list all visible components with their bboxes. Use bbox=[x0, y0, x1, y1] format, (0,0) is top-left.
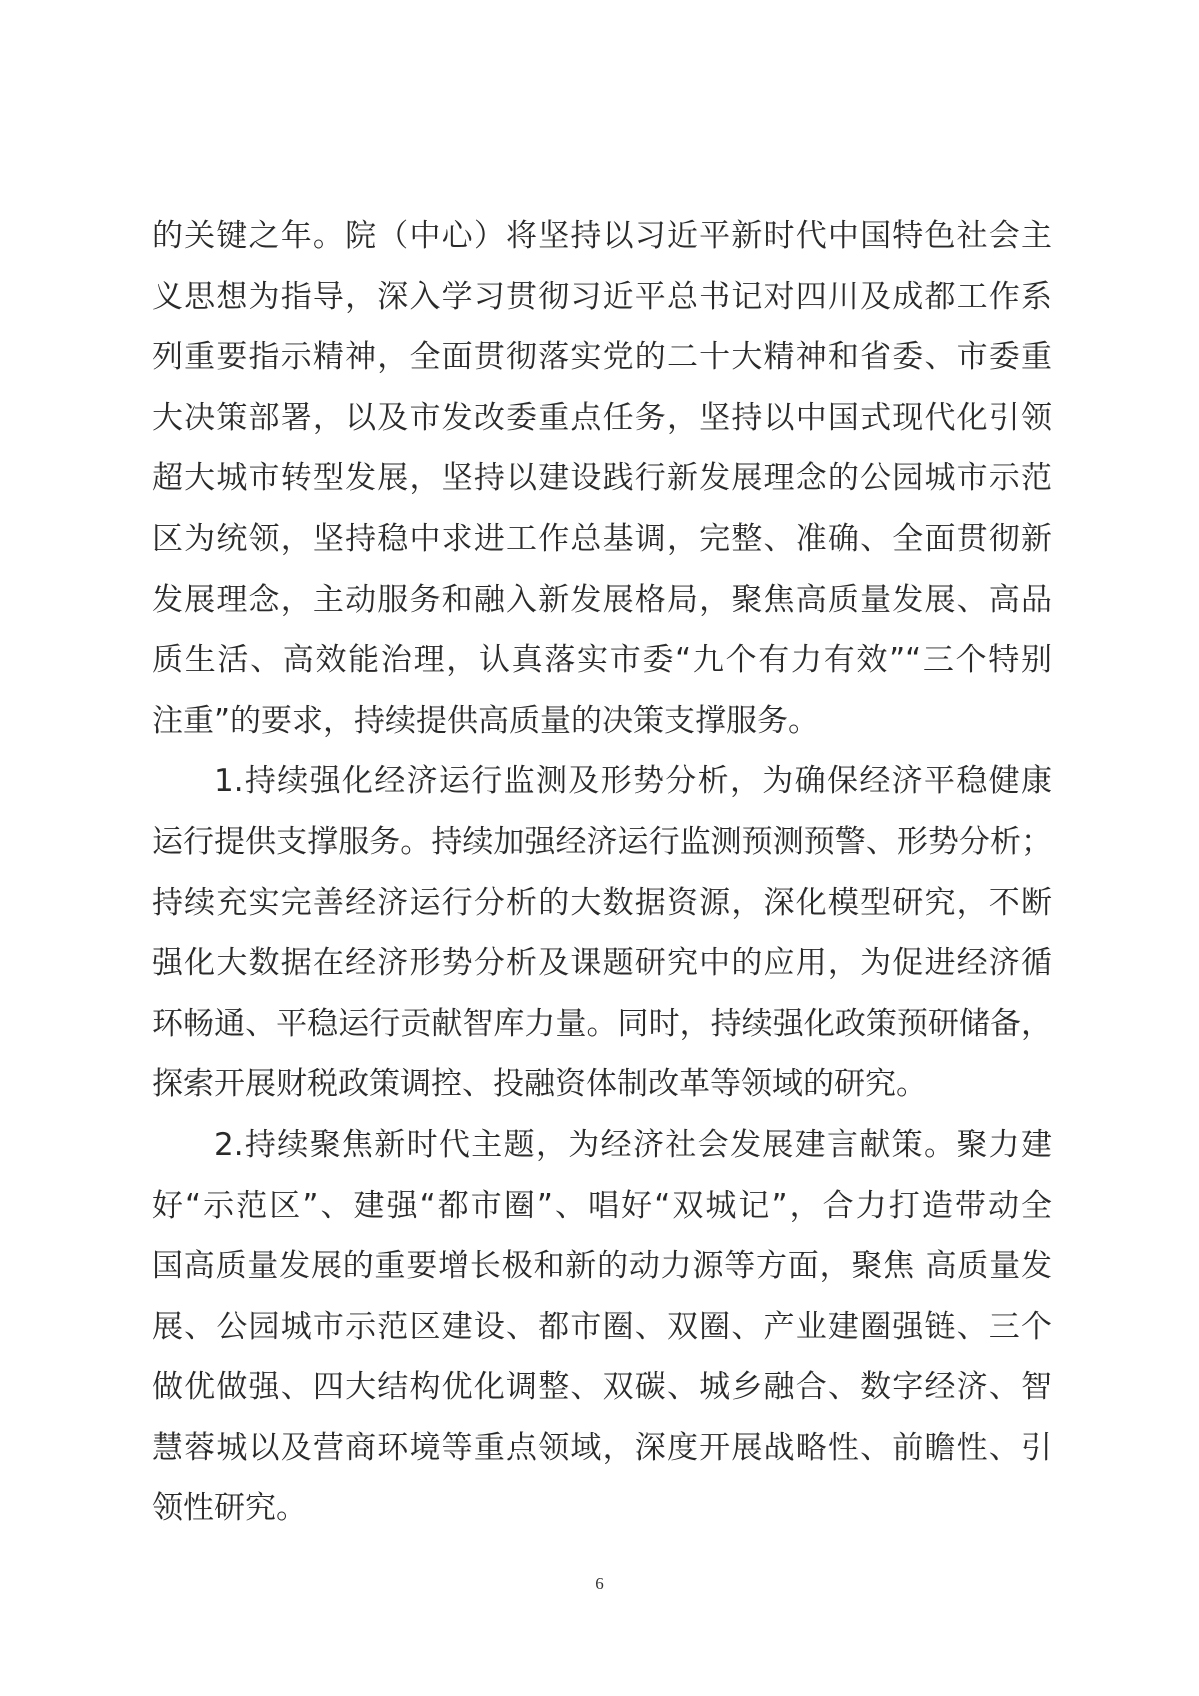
text-line: 区为统领，坚持稳中求进工作总基调，完整、准确、全面贯彻新 bbox=[152, 520, 1052, 557]
text-line: 国高质量发展的重要增长极和新的动力源等方面，聚焦 高质量发 bbox=[152, 1248, 1052, 1285]
text-line: 超大城市转型发展，坚持以建设践行新发展理念的公园城市示范 bbox=[152, 460, 1052, 497]
text-line: 做优做强、四大结构优化调整、双碳、城乡融合、数字经济、智 bbox=[152, 1369, 1052, 1406]
text-line: 质生活、高效能治理，认真落实市委“九个有力有效”“三个特别 bbox=[152, 642, 1052, 679]
page-number: 6 bbox=[595, 1574, 604, 1593]
body-text bbox=[152, 206, 1052, 1539]
text-line: 2.持续聚焦新时代主题，为经济社会发展建言献策。聚力建 bbox=[214, 1126, 1052, 1163]
text-line: 发展理念，主动服务和融入新发展格局，聚焦高质量发展、高品 bbox=[152, 581, 1052, 618]
text-line: 持续充实完善经济运行分析的大数据资源，深化模型研究，不断 bbox=[152, 884, 1052, 921]
text-line: 好“示范区”、建强“都市圈”、唱好“双城记”，合力打造带动全 bbox=[152, 1187, 1052, 1224]
text-line: 列重要指示精神，全面贯彻落实党的二十大精神和省委、市委重 bbox=[152, 339, 1052, 376]
text-line: 展、公园城市示范区建设、都市圈、双圈、产业建圈强链、三个 bbox=[152, 1308, 1052, 1345]
text-line: 环畅通、平稳运行贡献智库力量。同时，持续强化政策预研储备， bbox=[152, 1005, 1052, 1042]
text-line: 探索开展财税政策调控、投融资体制改革等领域的研究。 bbox=[152, 1066, 927, 1103]
text-line: 慧蓉城以及营商环境等重点领域，深度开展战略性、前瞻性、引 bbox=[152, 1429, 1052, 1466]
text-line: 1.持续强化经济运行监测及形势分析，为确保经济平稳健康 bbox=[214, 763, 1052, 800]
paragraph-intro bbox=[152, 206, 1052, 751]
paragraph-item-2 bbox=[152, 1115, 1052, 1539]
text-line: 领性研究。 bbox=[152, 1490, 307, 1527]
text-line: 大决策部署，以及市发改委重点任务，坚持以中国式现代化引领 bbox=[152, 399, 1052, 436]
paragraph-item-1 bbox=[152, 751, 1052, 1115]
text-line: 义思想为指导，深入学习贯彻习近平总书记对四川及成都工作系 bbox=[152, 278, 1052, 315]
text-line: 注重”的要求，持续提供高质量的决策支撑服务。 bbox=[152, 702, 820, 739]
text-line: 强化大数据在经济形势分析及课题研究中的应用，为促进经济循 bbox=[152, 945, 1052, 982]
text-line: 的关键之年。院（中心）将坚持以习近平新时代中国特色社会主 bbox=[152, 218, 1052, 254]
text-line: 运行提供支撑服务。持续加强经济运行监测预测预警、形势分析； bbox=[152, 823, 1052, 860]
